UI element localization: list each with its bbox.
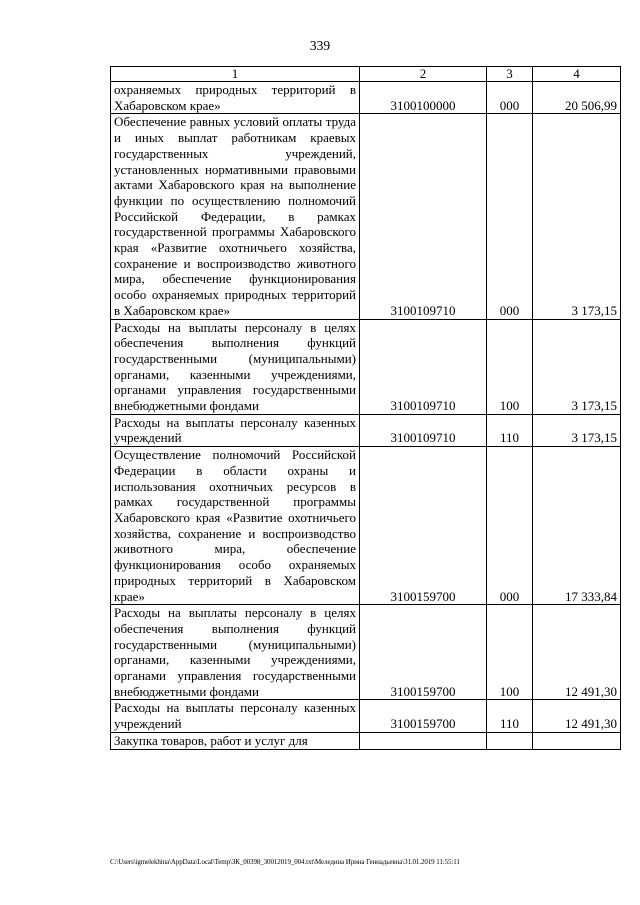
row-amount — [533, 732, 621, 749]
column-header-4: 4 — [533, 67, 621, 82]
column-header-1: 1 — [111, 67, 360, 82]
row-type: 110 — [487, 700, 533, 732]
row-code: 3100109710 — [360, 414, 487, 446]
table-row — [111, 319, 621, 414]
row-name: Расходы на выплаты персоналу в целях обеспечения выполнения функций государственными (муниципальными) органами, казенными учреждениями, органами управления государственными внебюджетными фондами — [111, 319, 360, 414]
budget-table — [110, 66, 621, 750]
row-name: Расходы на выплаты персоналу казенных учреждений — [111, 414, 360, 446]
row-code: 3100159700 — [360, 700, 487, 732]
row-code — [360, 732, 487, 749]
row-type: 000 — [487, 82, 533, 114]
row-amount: 20 506,99 — [533, 82, 621, 114]
file-path-footer: C:\Users\igmelekhina\AppData\Local\Temp\ЗК_00398_30012019_004.txt\Меледина Ирина Геннадьевна\31.01.2019 11:55:11 — [110, 858, 460, 866]
row-code: 3100100000 — [360, 82, 487, 114]
row-amount: 3 173,15 — [533, 114, 621, 319]
table-row — [111, 700, 621, 732]
table-header-row — [111, 67, 621, 82]
table-row — [111, 414, 621, 446]
page-number: 339 — [309, 38, 331, 53]
table-row — [111, 732, 621, 749]
table-row — [111, 605, 621, 700]
row-amount: 3 173,15 — [533, 414, 621, 446]
row-name: Расходы на выплаты персоналу казенных учреждений — [111, 700, 360, 732]
table-row — [111, 82, 621, 114]
row-code: 3100159700 — [360, 605, 487, 700]
row-name: Обеспечение равных условий оплаты труда и иных выплат работникам краевых государственных учреждений, установленных нормативными правовыми актами Хабаровского края на выполнение функции по осуществлению полномочий Российской Федерации, в рамках государственной программы Хабаровского края «Развитие охотничьего хозяйства, сохранение и воспроизводство животного мира, обеспечение функционирования особо охраняемых природных территорий в Хабаровском крае» — [111, 114, 360, 319]
row-name: Закупка товаров, работ и услуг для — [111, 732, 360, 749]
row-code: 3100109710 — [360, 114, 487, 319]
row-name: охраняемых природных территорий в Хабаровском крае» — [111, 82, 360, 114]
column-header-2: 2 — [360, 67, 487, 82]
table-row — [111, 114, 621, 319]
row-type: 000 — [487, 447, 533, 605]
row-type: 000 — [487, 114, 533, 319]
row-type: 100 — [487, 319, 533, 414]
column-header-3: 3 — [487, 67, 533, 82]
row-type — [487, 732, 533, 749]
row-code: 3100109710 — [360, 319, 487, 414]
row-amount: 3 173,15 — [533, 319, 621, 414]
row-amount: 12 491,30 — [533, 605, 621, 700]
row-type: 100 — [487, 605, 533, 700]
row-name: Расходы на выплаты персоналу в целях обеспечения выполнения функций государственными (муниципальными) органами, казенными учреждениями, органами управления государственными внебюджетными фондами — [111, 605, 360, 700]
row-type: 110 — [487, 414, 533, 446]
row-name: Осуществление полномочий Российской Федерации в области охраны и использования охотничьих ресурсов в рамках государственной программы Хабаровского края «Развитие охотничьего хозяйства, сохранение и воспроизводство животного мира, обеспечение функционирования особо охраняемых природных территорий в Хабаровском крае» — [111, 447, 360, 605]
row-amount: 17 333,84 — [533, 447, 621, 605]
table-row — [111, 447, 621, 605]
row-amount: 12 491,30 — [533, 700, 621, 732]
row-code: 3100159700 — [360, 447, 487, 605]
